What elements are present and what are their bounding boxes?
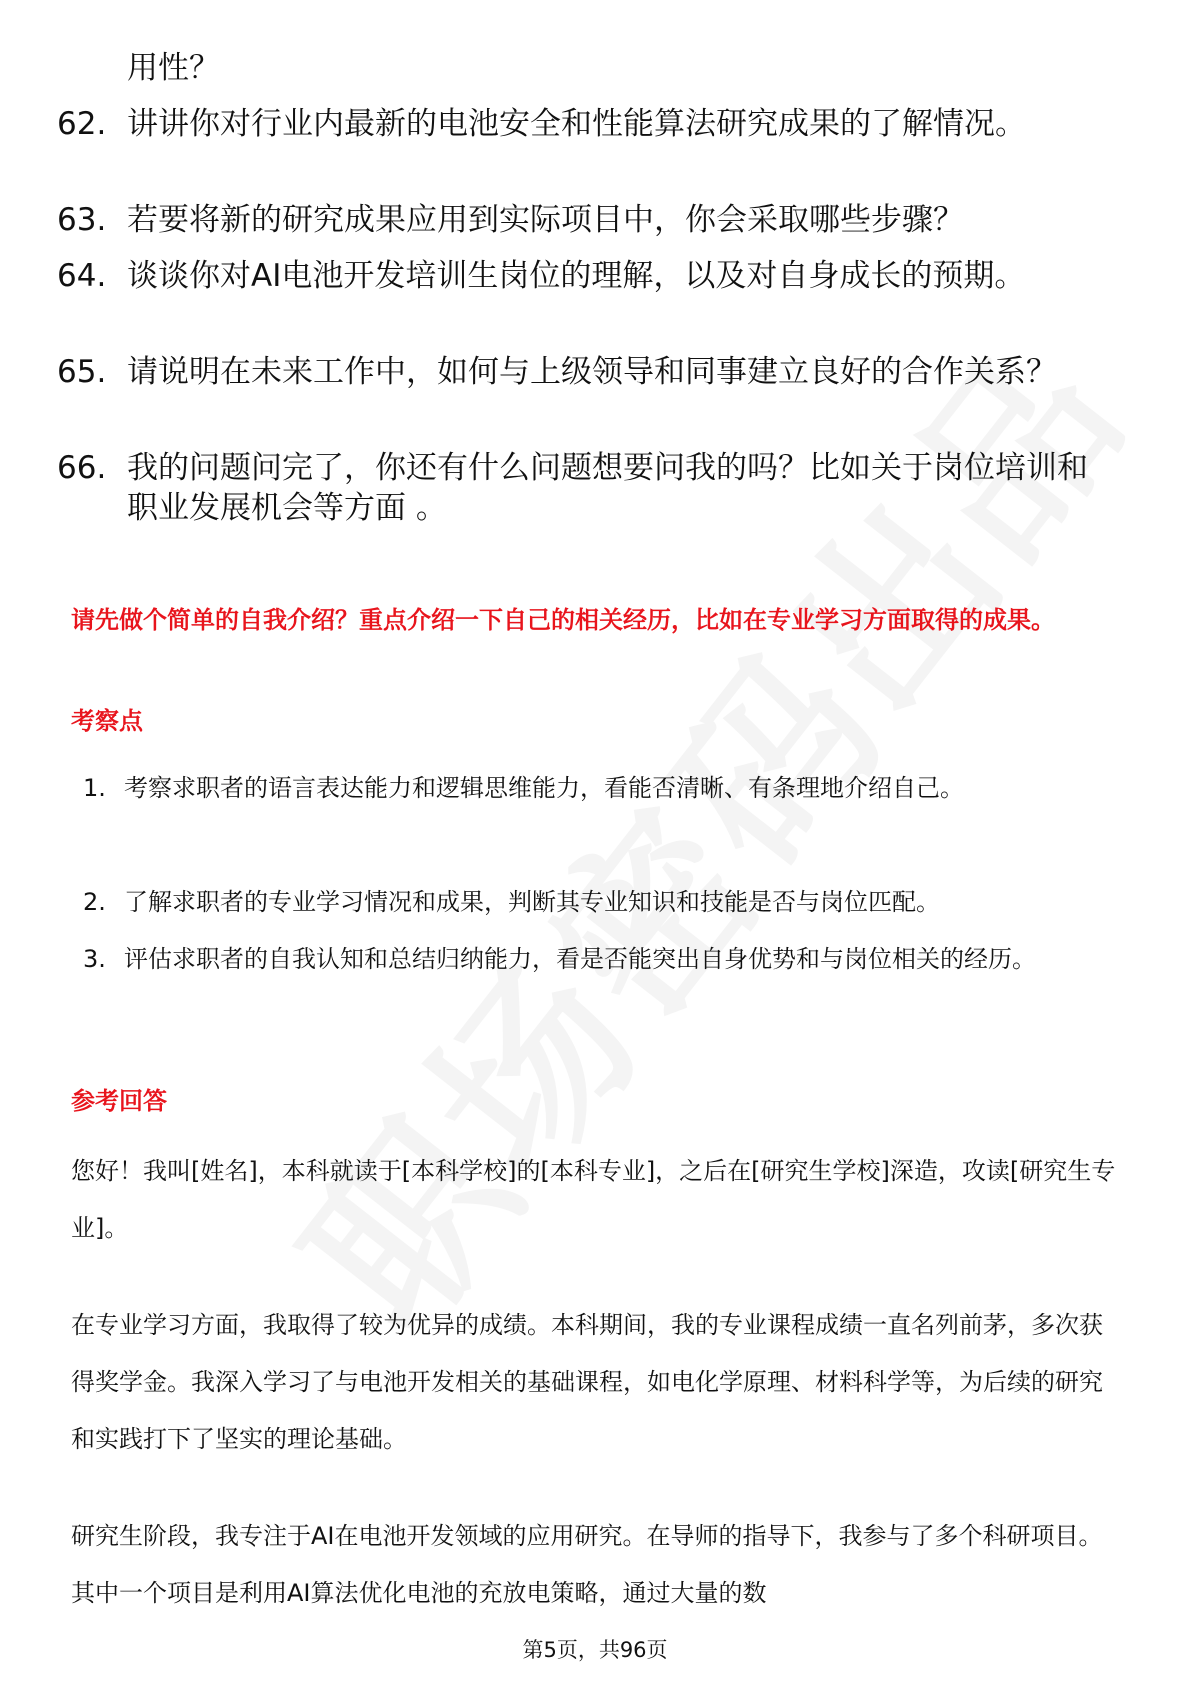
question-text: 用性？ (127, 50, 220, 86)
point-text: 评估求职者的自我认知和总结归纳能力，看是否能突出自身优势和与岗位相关的经历。 (124, 945, 1036, 973)
question-number: 62. (57, 106, 107, 142)
point-number: 2. (83, 888, 106, 916)
question-text: 请说明在未来工作中，如何与上级领导和同事建立良好的合作关系？ (127, 354, 1057, 390)
question-text: 谈谈你对AI电池开发培训生岗位的理解，以及对自身成长的预期。 (127, 258, 1026, 294)
question-number: 66. (57, 450, 107, 486)
point-text: 了解求职者的专业学习情况和成果，判断其专业知识和技能是否与岗位匹配。 (124, 888, 940, 916)
answer-paragraph-3: 研究生阶段，我专注于AI在电池开发领域的应用研究。在导师的指导下，我参与了多个科研项目。其中一个项目是利用AI算法优化电池的充放电策略，通过大量的数 (71, 1522, 1103, 1607)
point-text: 考察求职者的语言表达能力和逻辑思维能力，看能否清晰、有条理地介绍自己。 (124, 774, 964, 802)
question-number: 64. (57, 258, 107, 294)
question-number: 65. (57, 354, 107, 390)
highlight-question: 请先做个简单的自我介绍？重点介绍一下自己的相关经历，比如在专业学习方面取得的成果。 (71, 606, 1055, 634)
question-text: 若要将新的研究成果应用到实际项目中，你会采取哪些步骤？ (127, 202, 964, 238)
answer-title: 参考回答 (71, 1087, 167, 1115)
answer-paragraph-1: 您好！我叫[姓名]，本科就读于[本科学校]的[本科专业]，之后在[研究生学校]深造，攻读[研究生专业]。 (71, 1157, 1116, 1242)
point-number: 1. (83, 774, 106, 802)
point-number: 3. (83, 945, 106, 973)
page-footer: 第5页，共96页 (522, 1638, 668, 1662)
question-text: 讲讲你对行业内最新的电池安全和性能算法研究成果的了解情况。 (127, 106, 1026, 142)
answer-paragraph-2: 在专业学习方面，我取得了较为优异的成绩。本科期间，我的专业课程成绩一直名列前茅，多次获得奖学金。我深入学习了与电池开发相关的基础课程，如电化学原理、材料科学等，为后续的研究和实践打下了坚实的理论基础。 (71, 1311, 1103, 1453)
assessment-title: 考察点 (71, 707, 143, 735)
question-text: 我的问题问完了，你还有什么问题想要问我的吗？比如关于岗位培训和职业发展机会等方面 。 (127, 450, 1088, 526)
question-number: 63. (57, 202, 107, 238)
